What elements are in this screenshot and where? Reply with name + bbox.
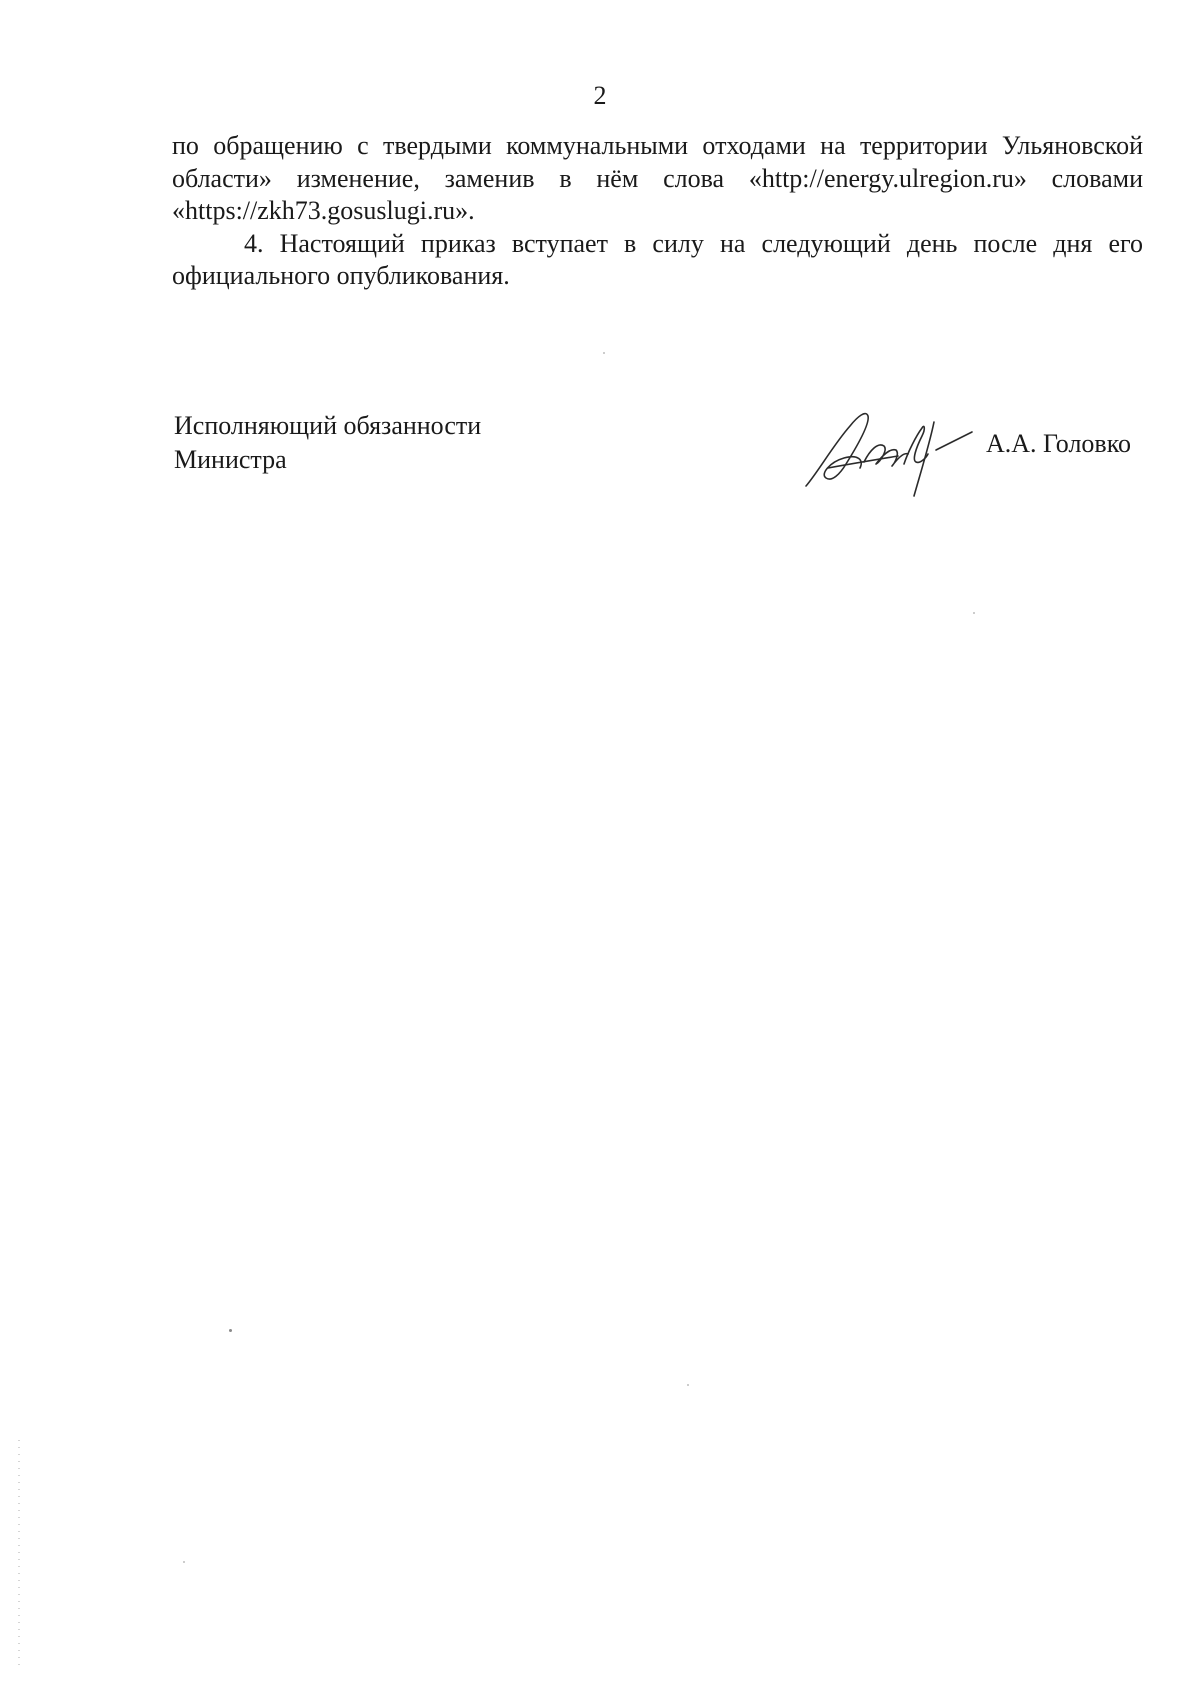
body-text	[172, 130, 1143, 293]
scan-speck	[183, 1561, 185, 1563]
signatory-title-line1: Исполняющий обязанности	[174, 411, 482, 440]
signatory-title	[174, 409, 481, 477]
signatory-name: А.А. Головко	[986, 429, 1132, 458]
signatory-title-line2: Министра	[174, 445, 287, 474]
scan-speck	[229, 1329, 232, 1332]
scan-speck	[973, 612, 975, 614]
page-number: 2	[593, 81, 607, 110]
scan-speck	[687, 1384, 689, 1386]
scan-speck	[603, 352, 605, 354]
paragraph-continuation: по обращению с твердыми коммунальными отходами на территории Ульяновской области» изменение, заменив в нём слова «http://energy.ulregion.ru» словами «https://zkh73.gosuslugi.ru».	[172, 131, 1143, 225]
paragraph-effective-date: 4. Настоящий приказ вступает в силу на следующий день после дня его официального опубликования.	[172, 228, 1143, 290]
scan-edge-artifact	[18, 1440, 20, 1670]
handwritten-signature	[800, 402, 975, 502]
